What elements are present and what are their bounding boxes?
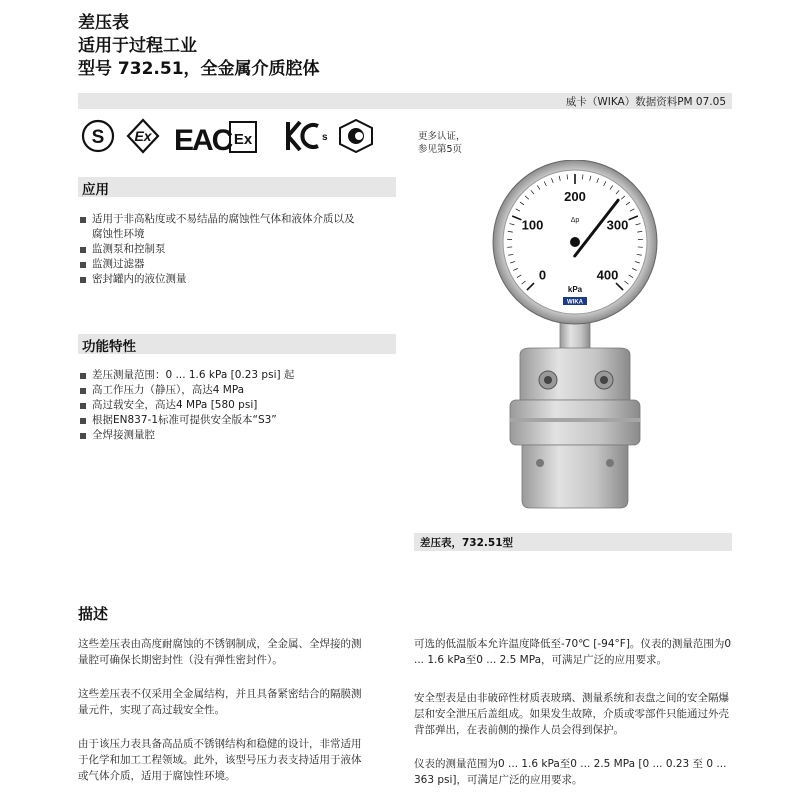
dial-symbol: Δp — [570, 217, 580, 224]
features-heading-bar — [78, 334, 396, 354]
datasheet-ref-bar — [78, 93, 732, 109]
list-item: 适用于非高粘度或不易结晶的腐蚀性气体和液体介质以及 — [78, 212, 398, 227]
list-item: 根据EN837-1标准可提供安全版本“S3” — [78, 413, 398, 428]
scale-label-300: 300 — [606, 217, 629, 233]
document-title — [78, 12, 320, 81]
scale-label-400: 400 — [596, 267, 619, 283]
list-item: 高过载安全，高达4 MPa [580 psi] — [78, 398, 398, 413]
cert-note-line-2: 参见第5页 — [418, 144, 463, 155]
list-item: 全焊接测量腔 — [78, 428, 398, 443]
kcs-icon — [288, 122, 328, 150]
list-item-continuation: 腐蚀性环境 — [92, 228, 145, 240]
datasheet-ref: 威卡（WIKA）数据资料PM 07.05 — [565, 96, 726, 108]
certification-logos — [78, 116, 378, 160]
certification-note — [418, 130, 466, 156]
figure-caption: 差压表，732.51型 — [420, 537, 514, 549]
applications-heading-bar — [78, 177, 396, 197]
s-mark-icon — [83, 121, 113, 151]
applications-heading: 应用 — [82, 182, 109, 198]
scale-label-0: 0 — [538, 267, 547, 283]
description-paragraph: 由于该压力表具备高品质不锈钢结构和稳健的设计，非常适用于化学和加工工程领域。此外，该型号压力表支持适用于液体或气体介质，适用于腐蚀性环境。 — [78, 738, 362, 782]
description-paragraph: 安全型表是由非破碎性材质表玻璃、测量系统和表盘之间的安全隔爆层和安全泄压后盖组成。如果发生故障，介质或零部件只能通过外壳背部弹出，在表前侧的操作人员会得到保护。 — [414, 692, 729, 736]
list-item: 高工作压力（静压），高达4 MPa — [78, 383, 398, 398]
description-paragraph: 这些差压表不仅采用全金属结构，并且具备紧密结合的隔膜测量元件，实现了高过载安全性。 — [78, 688, 362, 716]
svg-text:S: S — [91, 127, 105, 148]
applications-list — [78, 212, 398, 287]
title-line-2: 适用于过程工业 — [78, 36, 197, 56]
scale-label-200: 200 — [564, 189, 586, 204]
ex-atex-icon — [128, 120, 158, 152]
gost-icon — [340, 120, 372, 152]
title-line-3: 型号 732.51，全金属介质腔体 — [78, 59, 320, 79]
cert-note-line-1: 更多认证， — [418, 131, 466, 142]
differential-pressure-gauge-image — [480, 160, 670, 530]
features-heading: 功能特性 — [82, 339, 136, 355]
description-heading: 描述 — [78, 605, 109, 623]
figure-caption-bar — [414, 533, 732, 551]
pointer-hub — [570, 237, 580, 247]
list-item: 密封罐内的液位测量 — [78, 272, 398, 287]
title-line-1: 差压表 — [78, 13, 129, 33]
dial-brand: WIKA — [567, 299, 583, 306]
list-item: 监测泵和控制泵 — [78, 242, 398, 257]
list-item: 差压测量范围：0 ... 1.6 kPa [0.23 psi] 起 — [78, 368, 398, 383]
dial-unit: kPa — [567, 285, 583, 294]
svg-text:Ex: Ex — [134, 128, 152, 144]
description-paragraph: 这些差压表由高度耐腐蚀的不锈钢制成，全金属、全焊接的测量腔可确保长期密封性（没有弹性密封件）。 — [78, 638, 362, 666]
features-list — [78, 368, 398, 443]
description-paragraph: 仪表的测量范围为0 ... 1.6 kPa至0 ... 2.5 MPa [0 ... 0.23 至 0 ... 363 psi]，可满足广泛的应用要求。 — [414, 758, 727, 786]
svg-text:Ex: Ex — [233, 131, 253, 148]
eac-ex-icon — [174, 122, 256, 157]
svg-text:s: s — [322, 132, 328, 143]
list-item: 监测过滤器 — [78, 257, 398, 272]
scale-label-100: 100 — [521, 217, 544, 233]
description-paragraph: 可选的低温版本允许温度降低至-70℃ [-94°F]。仪表的测量范围为0 ... 1.6 kPa至0 ... 2.5 MPa，可满足广泛的应用要求。 — [414, 638, 732, 666]
svg-text:EAC: EAC — [174, 124, 232, 157]
